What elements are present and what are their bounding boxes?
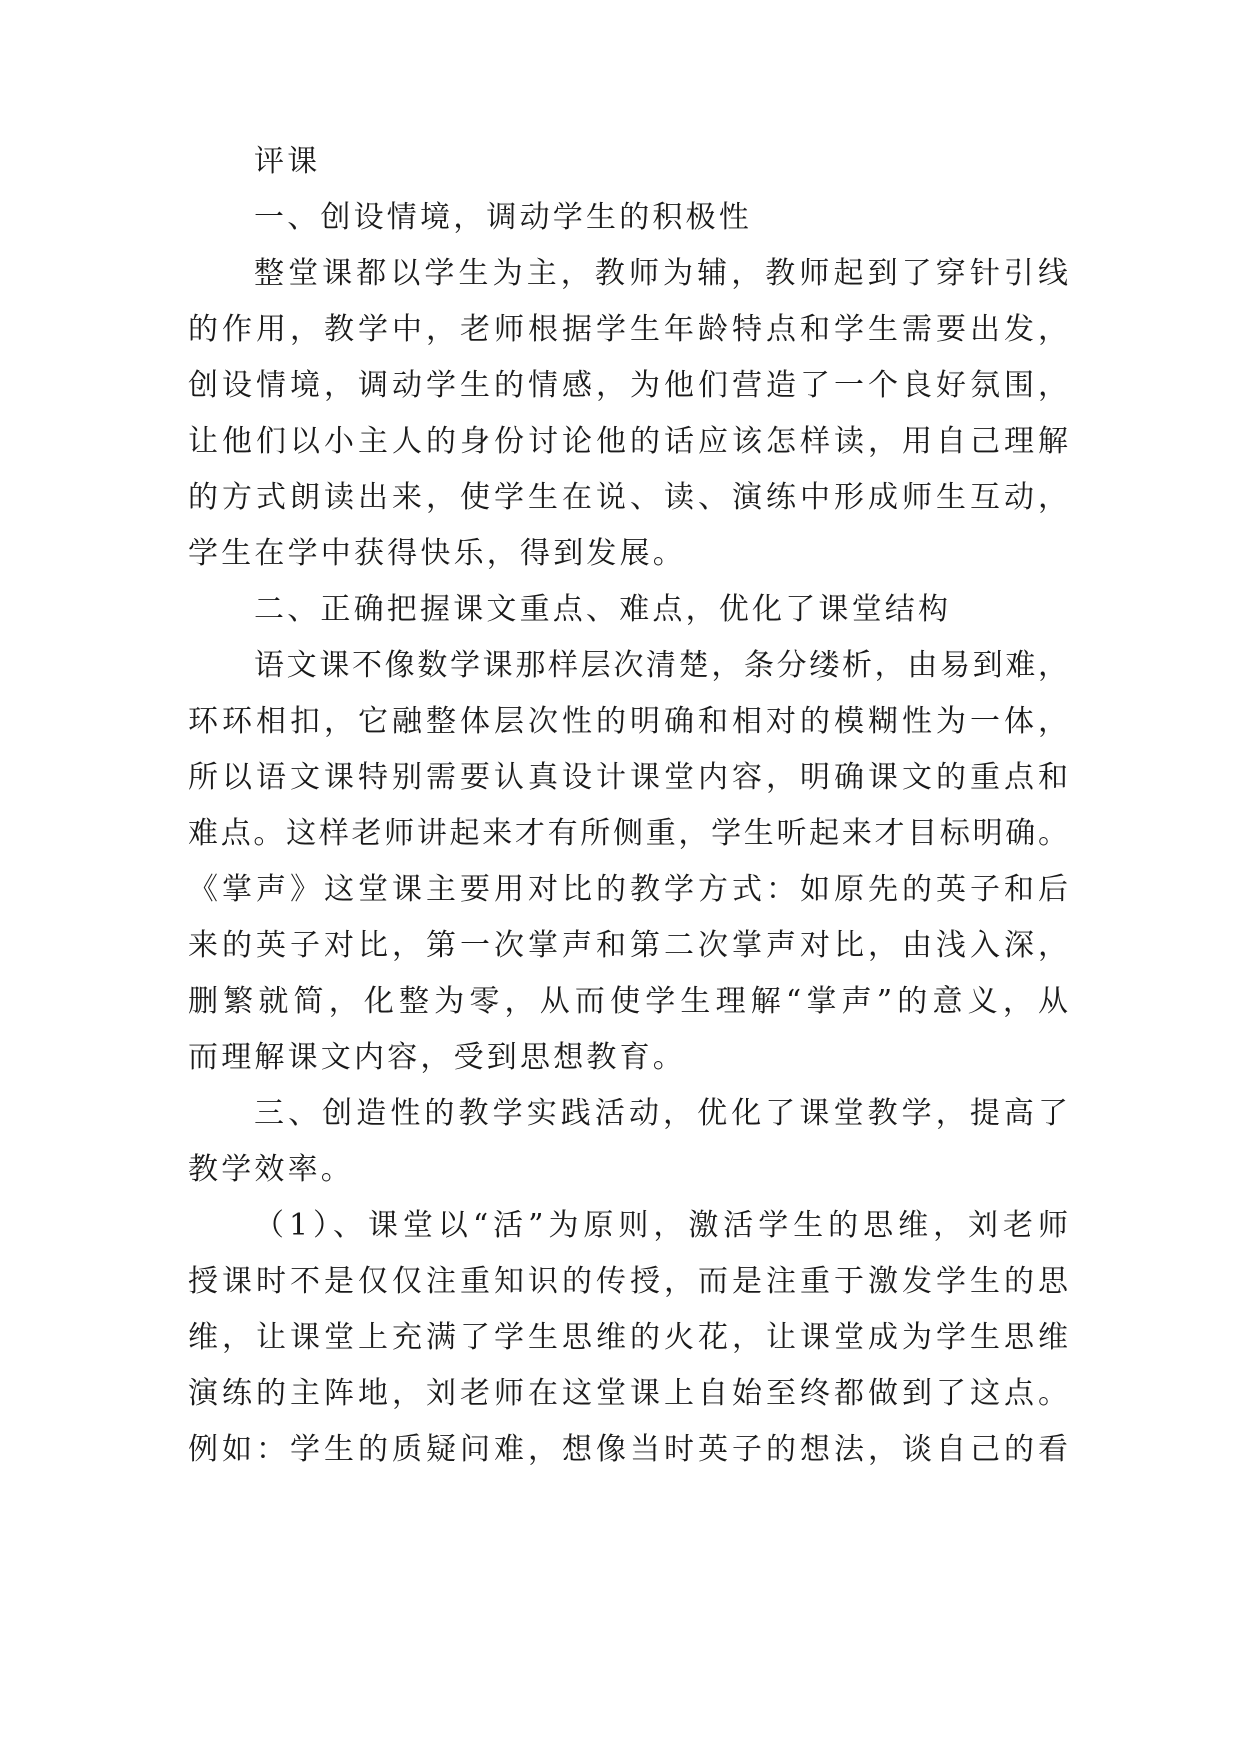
section-heading-1: 一、创设情境，调动学生的积极性 <box>254 200 752 235</box>
paragraph-line: 演练的主阵地，刘老师在这堂课上自始至终都做到了这点。 <box>188 1376 1068 1411</box>
paragraph-line: （1）、课堂以“活”为原则，激活学生的思维，刘老师 <box>254 1208 1068 1243</box>
paragraph-line: 维，让课堂上充满了学生思维的火花，让课堂成为学生思维 <box>188 1320 1068 1355</box>
paragraph-line: 授课时不是仅仅注重知识的传授，而是注重于激发学生的思 <box>188 1264 1068 1299</box>
section-heading-3: 三、创造性的教学实践活动，优化了课堂教学，提高了 <box>254 1096 1068 1131</box>
paragraph-line: 来的英子对比，第一次掌声和第二次掌声对比，由浅入深， <box>188 928 1068 963</box>
paragraph-line: 让他们以小主人的身份讨论他的话应该怎样读，用自己理解 <box>188 424 1068 459</box>
paragraph-line: 的方式朗读出来，使学生在说、读、演练中形成师生互动， <box>188 480 1068 515</box>
paragraph-line: 难点。这样老师讲起来才有所侧重，学生听起来才目标明确。 <box>188 816 1068 851</box>
paragraph-line: 而理解课文内容，受到思想教育。 <box>188 1040 686 1075</box>
section-heading-2: 二、正确把握课文重点、难点，优化了课堂结构 <box>254 592 952 627</box>
paragraph-line: 学生在学中获得快乐，得到发展。 <box>188 536 686 571</box>
paragraph-line: 删繁就简，化整为零，从而使学生理解“掌声”的意义，从 <box>188 984 1068 1019</box>
paragraph-line: 的作用，教学中，老师根据学生年龄特点和学生需要出发， <box>188 312 1068 347</box>
paragraph-line: 语文课不像数学课那样层次清楚，条分缕析，由易到难， <box>254 648 1068 683</box>
document-title: 评课 <box>254 144 321 179</box>
paragraph-line: 整堂课都以学生为主，教师为辅，教师起到了穿针引线 <box>254 256 1068 291</box>
paragraph-line: 例如：学生的质疑问难，想像当时英子的想法，谈自己的看 <box>188 1432 1068 1467</box>
paragraph-line: 环环相扣，它融整体层次性的明确和相对的模糊性为一体， <box>188 704 1068 739</box>
paragraph-line: 创设情境，调动学生的情感，为他们营造了一个良好氛围， <box>188 368 1068 403</box>
section-heading-3-continued: 教学效率。 <box>188 1152 354 1187</box>
paragraph-line: 所以语文课特别需要认真设计课堂内容，明确课文的重点和 <box>188 760 1068 795</box>
paragraph-line: 《掌声》这堂课主要用对比的教学方式：如原先的英子和后 <box>188 872 1068 907</box>
